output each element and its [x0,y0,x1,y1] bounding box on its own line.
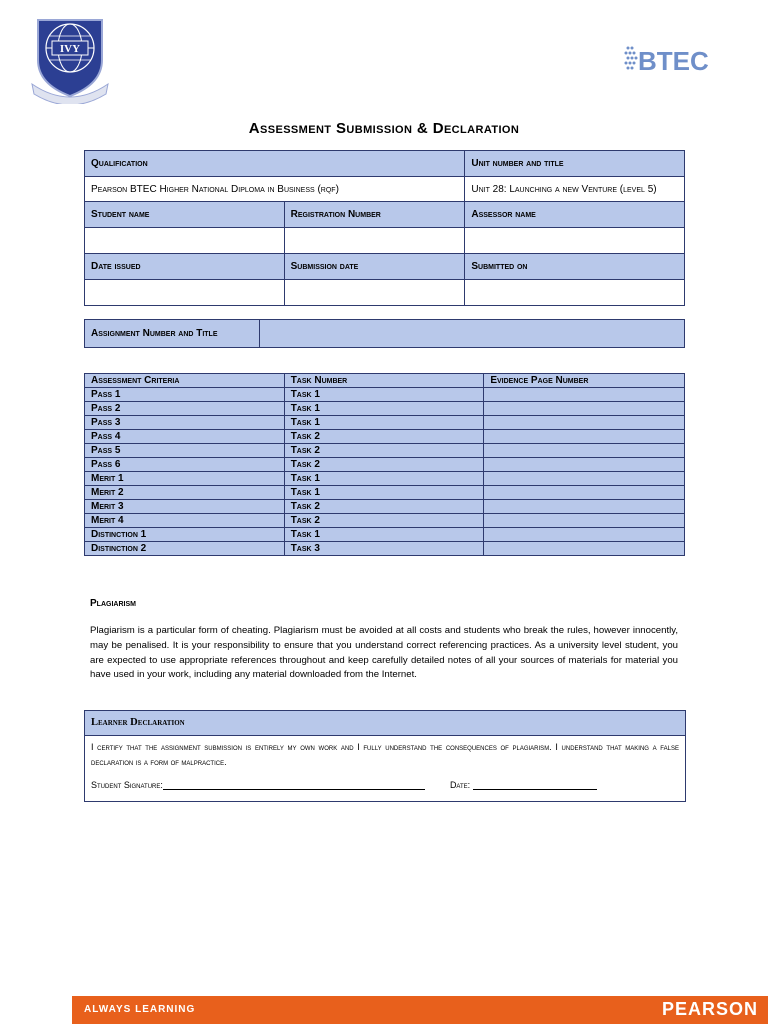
assessor-label: Assessor name [465,202,685,228]
table-row [85,472,685,486]
btec-logo [622,42,722,78]
qualification-label: Qualification [85,151,465,177]
date-issued-field[interactable] [85,280,285,306]
footer-slogan: ALWAYS LEARNING [84,1004,196,1015]
task-cell: Task 1 [284,388,484,402]
task-cell: Task 1 [284,416,484,430]
evidence-cell[interactable] [484,514,685,528]
criteria-cell: Pass 3 [85,416,285,430]
qualification-value[interactable]: Pearson BTEC Higher National Diploma in Business (rqf) [85,177,465,202]
date-issued-label: Date issued [85,254,285,280]
date-line[interactable] [473,779,597,790]
document-title: Assessment Submission & Declaration [248,120,520,137]
table-row [85,430,685,444]
evidence-cell[interactable] [484,472,685,486]
student-name-label: Student name [85,202,285,228]
submitted-on-label: Submitted on [465,254,685,280]
table-row [85,514,685,528]
task-cell: Task 1 [284,472,484,486]
date-label: Date: [449,780,471,790]
task-cell: Task 2 [284,458,484,472]
criteria-cell: Merit 4 [85,514,285,528]
unit-value[interactable]: Unit 28: Launching a new Venture (level 5) [465,177,685,202]
criteria-cell: Merit 2 [85,486,285,500]
evidence-cell[interactable] [484,402,685,416]
criteria-cell: Merit 3 [85,500,285,514]
table-row [85,388,685,402]
table-row [85,486,685,500]
registration-label: Registration Number [284,202,465,228]
evidence-cell[interactable] [484,528,685,542]
criteria-cell: Merit 1 [85,472,285,486]
evidence-cell[interactable] [484,486,685,500]
task-cell: Task 2 [284,500,484,514]
declaration-box [84,710,686,802]
criteria-cell: Pass 2 [85,402,285,416]
submission-date-field[interactable] [284,280,465,306]
plagiarism-heading: Plagiarism [90,598,136,609]
task-header: Task Number [284,374,484,388]
evidence-cell[interactable] [484,416,685,430]
unit-label: Unit number and title [465,151,685,177]
task-cell: Task 1 [284,402,484,416]
submission-date-label: Submission date [284,254,465,280]
student-name-field[interactable] [85,228,285,254]
table-row [85,444,685,458]
task-cell: Task 2 [284,444,484,458]
pearson-logo: PEARSON [661,999,758,1019]
btec-dots-icon [622,42,722,78]
footer-bar [72,996,768,1024]
task-cell: Task 2 [284,514,484,528]
ivy-shield-icon [30,14,110,104]
assignment-label: Assignment Number and Title [85,320,260,348]
plagiarism-text: Plagiarism is a particular form of cheating. Plagiarism must be avoided at all costs and students who break the rules, however innocently, may be penalised. It is your responsibility to ensure that you understand correct referencing practices. As a university level student, you are expected to use appropriate references throughout and keep carefully detailed notes of all your sources of materials for material you have used in your work, including any material downloaded from the Internet. [90,625,678,681]
submitted-on-field[interactable] [465,280,685,306]
table-row [85,500,685,514]
assignment-field[interactable] [259,320,684,348]
info-table [84,150,685,306]
criteria-cell: Pass 6 [85,458,285,472]
criteria-cell: Distinction 1 [85,528,285,542]
evidence-header: Evidence Page Number [484,374,685,388]
signature-label: Student Signature: [91,780,163,790]
table-row [85,528,685,542]
table-row [85,458,685,472]
criteria-cell: Pass 5 [85,444,285,458]
assessor-field[interactable] [465,228,685,254]
declaration-text: I certify that the assignment submission is entirely my own work and I fully understand the consequences of plagiarism. I understand that making a false declaration is a form of malpractice. [91,742,679,767]
declaration-heading: Learner Declaration [85,711,685,736]
table-row [85,542,685,556]
signature-row [91,779,681,790]
task-cell: Task 1 [284,486,484,500]
evidence-cell[interactable] [484,500,685,514]
evidence-cell[interactable] [484,444,685,458]
table-row [85,416,685,430]
evidence-cell[interactable] [484,430,685,444]
registration-field[interactable] [284,228,465,254]
evidence-cell[interactable] [484,458,685,472]
criteria-cell: Distinction 2 [85,542,285,556]
criteria-cell: Pass 4 [85,430,285,444]
criteria-header: Assessment Criteria [85,374,285,388]
task-cell: Task 3 [284,542,484,556]
task-cell: Task 1 [284,528,484,542]
signature-line[interactable] [163,779,425,790]
ivy-logo [30,14,110,104]
evidence-cell[interactable] [484,542,685,556]
criteria-cell: Pass 1 [85,388,285,402]
evidence-cell[interactable] [484,388,685,402]
svg-text:BTEC: BTEC [638,46,709,76]
task-cell: Task 2 [284,430,484,444]
criteria-table [84,373,685,556]
table-row [85,402,685,416]
svg-text:IVY: IVY [59,43,81,55]
assignment-table [84,319,685,348]
